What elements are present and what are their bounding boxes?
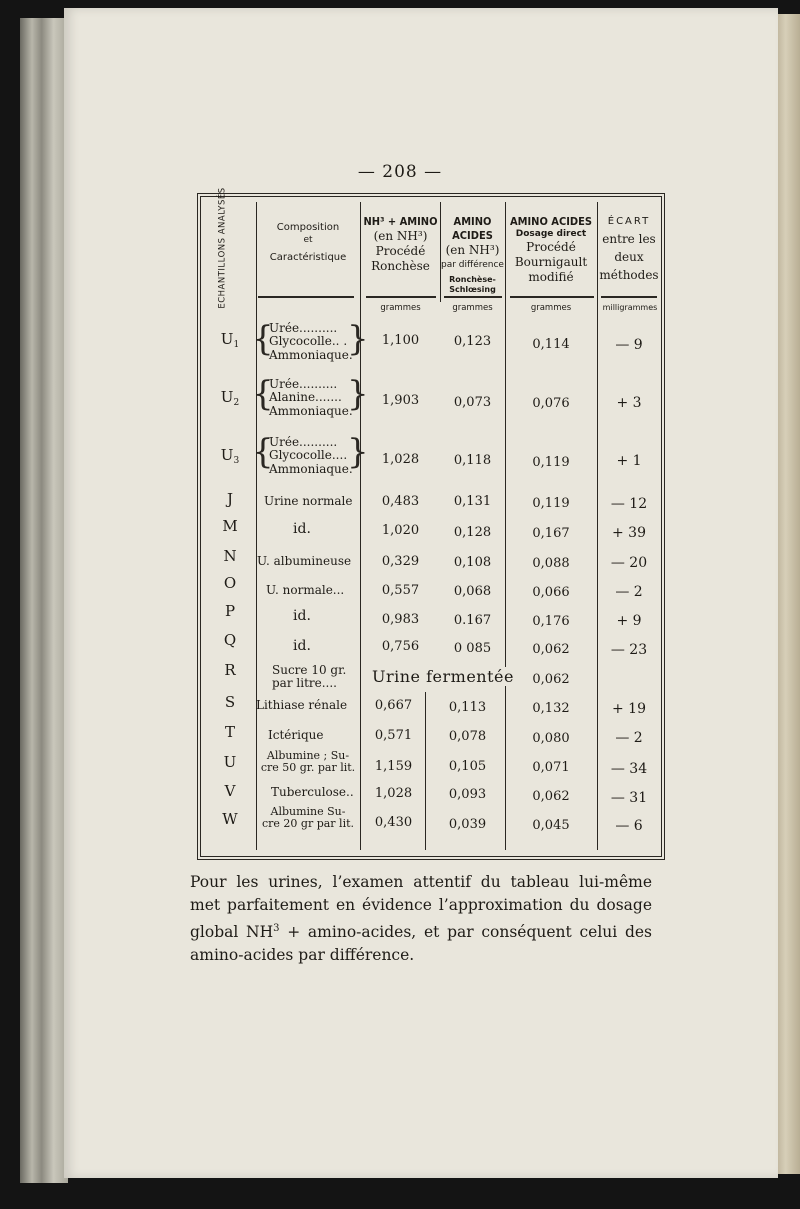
ecart-value: — 9: [615, 337, 643, 353]
unit-label: milligrammes: [602, 303, 658, 312]
ecart-value: + 19: [612, 701, 646, 717]
row-id: N: [223, 547, 237, 565]
difference-value: 0,078: [448, 729, 487, 744]
direct-value: 0,062: [532, 789, 570, 804]
facing-page-edge: [776, 14, 800, 1174]
row-id: P: [224, 602, 236, 620]
book-page-edges: [20, 18, 68, 1183]
ecart-value: — 34: [610, 761, 648, 777]
total-value: 1,100: [381, 333, 420, 348]
row-id: $U_2$: [220, 388, 240, 408]
total-value: 0,756: [381, 639, 420, 654]
direct-value: 0,167: [532, 526, 570, 541]
header-echantillons: ECHANTILLONS ANALYSÉS: [217, 187, 228, 309]
ecart-value: + 3: [616, 395, 642, 411]
direct-value: 0,132: [532, 701, 570, 716]
header-rule: [444, 296, 502, 298]
ecart-value: — 12: [610, 496, 648, 512]
difference-value: 0,128: [453, 525, 492, 540]
difference-value: 0,039: [448, 817, 487, 832]
direct-value: 0,062: [532, 672, 570, 687]
ecart-value: + 1: [616, 453, 642, 469]
ecart-value: — 20: [610, 555, 648, 571]
brace-open-icon: {: [252, 432, 274, 472]
ecart-value: + 9: [616, 613, 642, 629]
header-composition: Composition et Caractéristique: [269, 222, 347, 263]
body-paragraph: Pour les urines, l’examen attentif du tableau lui-même met parfaitement en évidence l’approximation du dosage global $NH^3$ + amino-acides, et par conséquent celui des amino-acides par différence.: [190, 873, 653, 965]
total-value: 0,430: [374, 815, 413, 830]
difference-value: 0,105: [448, 759, 487, 774]
header-rule: [601, 296, 657, 298]
unit-label: grammes: [380, 303, 421, 313]
row-composition: Urée.......... Glycocolle.. . Ammoniaque.: [269, 321, 353, 362]
direct-value: 0,176: [532, 614, 570, 629]
header-rule: [510, 296, 594, 298]
total-value: 1,028: [374, 786, 413, 801]
row-id: S: [224, 693, 236, 711]
difference-value: 0.167: [453, 613, 492, 628]
direct-value: 0,080: [532, 731, 570, 746]
total-value: 0,667: [374, 698, 413, 713]
direct-value: 0,119: [532, 496, 570, 511]
row-composition: id.: [293, 608, 311, 624]
page-number: — 208 —: [357, 162, 443, 182]
row-id: Q: [223, 631, 237, 649]
row-composition: Ictérique: [268, 728, 324, 742]
row-composition: id.: [293, 521, 311, 537]
brace-open-icon: {: [252, 374, 274, 414]
column-rule: [425, 692, 426, 850]
total-value: 0,483: [381, 494, 420, 509]
direct-value: 0,045: [532, 818, 570, 833]
row-id: J: [226, 490, 233, 508]
difference-value: 0,113: [448, 700, 487, 715]
difference-value: 0,131: [453, 494, 492, 509]
total-value: 1,020: [381, 523, 420, 538]
row-id: $U_1$: [220, 330, 240, 350]
direct-value: 0,062: [532, 642, 570, 657]
row-composition: U. normale...: [266, 583, 345, 597]
total-value: 1,159: [374, 759, 413, 774]
column-rule: [360, 202, 361, 850]
row-composition: Albumine ; Su- cre 50 gr. par lit.: [260, 749, 356, 775]
total-value: 0,557: [381, 583, 420, 598]
difference-value: 0 085: [453, 641, 492, 656]
row-composition: U. albumineuse: [257, 554, 352, 568]
row-composition: Lithiase rénale: [256, 698, 348, 712]
row-composition: id.: [293, 638, 311, 654]
header-amino-direct: AMINO ACIDES Dosage direct Procédé Bournigault modifié: [509, 215, 593, 284]
header-total-nh3-amino: NH³ + AMINO (en NH³) Procédé Ronchèse: [363, 215, 438, 273]
row-id: T: [224, 723, 235, 741]
total-value: 0,329: [381, 554, 420, 569]
row-id: $U_3$: [220, 446, 240, 466]
header-rule: [366, 296, 436, 298]
ecart-value: — 31: [610, 790, 648, 806]
row-id: U: [223, 753, 237, 771]
row-composition: Urée.......... Alanine....... Ammoniaque.: [269, 377, 353, 418]
row-composition: Albumine Su- cre 20 gr par lit.: [261, 805, 355, 831]
merged-note: Urine fermentée: [368, 667, 518, 686]
row-id: V: [224, 782, 236, 800]
header-ecart: ÉCART entre les deux méthodes: [599, 216, 659, 282]
row-id: W: [222, 810, 238, 828]
row-composition: Tuberculose..: [271, 785, 354, 799]
unit-label: grammes: [530, 303, 572, 313]
direct-value: 0,088: [532, 556, 570, 571]
direct-value: 0,114: [532, 337, 570, 352]
brace-close-icon: }: [347, 374, 369, 414]
difference-value: 0,068: [453, 584, 492, 599]
difference-value: 0,108: [453, 555, 492, 570]
direct-value: 0,066: [532, 585, 570, 600]
difference-value: 0,123: [453, 334, 492, 349]
row-id: M: [222, 517, 238, 535]
ecart-value: + 39: [612, 525, 646, 541]
header-rule: [258, 296, 354, 298]
total-value: 0,983: [381, 612, 420, 627]
row-composition: Urée.......... Glycocolle.... Ammoniaque.: [269, 435, 353, 476]
total-value: 1,028: [381, 452, 420, 467]
total-value: 0,571: [374, 728, 413, 743]
unit-label: grammes: [452, 303, 493, 313]
ecart-value: — 23: [610, 642, 648, 658]
header-amino-difference: AMINO ACIDES (en NH³) par différence Ronchèse-Schlœsing: [441, 215, 504, 294]
column-rule: [256, 202, 257, 850]
difference-value: 0,118: [453, 453, 492, 468]
row-id: R: [224, 661, 236, 679]
brace-close-icon: }: [347, 319, 369, 359]
row-id: O: [223, 574, 237, 592]
row-composition: Urine normale: [264, 494, 353, 508]
row-composition: Sucre 10 gr. par litre....: [272, 663, 347, 691]
total-value: 1,903: [381, 393, 420, 408]
ecart-value: — 2: [615, 584, 643, 600]
direct-value: 0,119: [532, 455, 570, 470]
brace-open-icon: {: [252, 319, 274, 359]
ecart-value: — 6: [615, 818, 643, 834]
ecart-value: — 2: [615, 730, 643, 746]
difference-value: 0,093: [448, 787, 487, 802]
direct-value: 0,076: [532, 396, 570, 411]
brace-close-icon: }: [347, 432, 369, 472]
difference-value: 0,073: [453, 395, 492, 410]
direct-value: 0,071: [532, 760, 570, 775]
